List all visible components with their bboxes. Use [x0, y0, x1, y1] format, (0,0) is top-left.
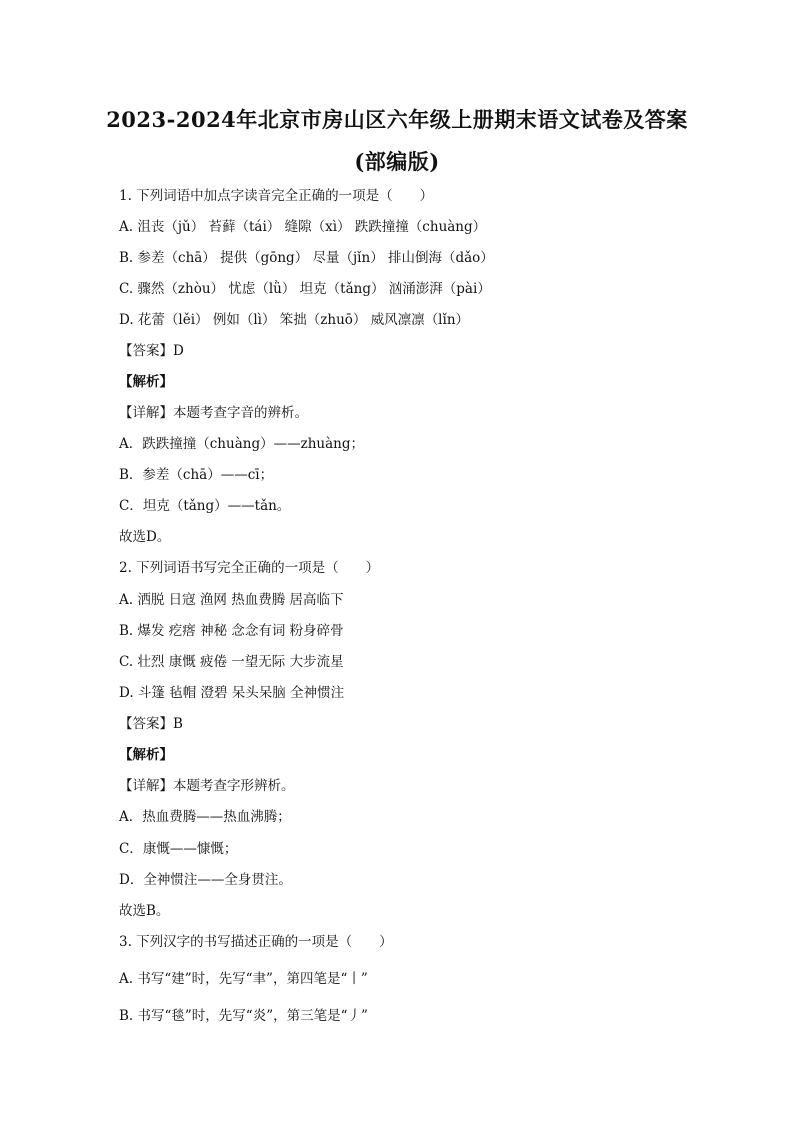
question-2-option-a: A. 洒脱 日寇 渔网 热血费腾 居高临下 [119, 592, 344, 608]
question-2-option-d: D. 斗篷 毡帽 澄碧 呆头呆脑 全神惯注 [119, 685, 345, 701]
question-1-option-d: D. 花蕾（lěi） 例如（lì） 笨拙（zhuō） 威风凛凛（lǐn） [119, 312, 470, 328]
question-1-conclusion: 故选D。 [119, 529, 171, 545]
question-2-stem: 2. 下列词语书写完全正确的一项是（ ） [119, 560, 380, 576]
question-1-option-c: C. 骤然（zhòu） 忧虑（lǜ） 坦克（tǎng） 汹涌澎湃（pài） [119, 281, 491, 297]
question-1-stem: 1. 下列词语中加点字读音完全正确的一项是（ ） [119, 188, 434, 204]
question-3-stem: 3. 下列汉字的书写描述正确的一项是（ ） [119, 934, 393, 950]
question-2-note-c: C．康慨——慷慨； [119, 841, 238, 857]
document-subtitle: (部编版) [354, 149, 440, 174]
question-1-note-c: C．坦克（tǎng）——tǎn。 [119, 498, 291, 514]
question-2-option-b: B. 爆发 疙瘩 神秘 念念有词 粉身碎骨 [119, 623, 344, 639]
question-1-note-a: A．跌跌撞撞（chuàng）——zhuàng； [119, 436, 364, 452]
question-2-note-d: D．全神惯注——全身贯注。 [119, 872, 292, 888]
question-1-option-b: B. 参差（chā） 提供（gōng） 尽量（jǐn） 排山倒海（dǎo） [119, 250, 494, 266]
question-1-option-a: A. 沮丧（jǔ） 苔藓（tái） 缝隙（xì） 跌跌撞撞（chuàng） [119, 219, 487, 235]
question-2-analysis-heading: 【解析】 [119, 747, 173, 763]
question-1-note-b: B．参差（chā）——cī； [119, 467, 274, 483]
question-1-answer: 【答案】D [119, 343, 184, 359]
question-2-answer: 【答案】B [119, 716, 183, 732]
question-2-conclusion: 故选B。 [119, 903, 170, 919]
document-title: 2023-2024年北京市房山区六年级上册期末语文试卷及答案 [106, 107, 688, 132]
question-2-note-a: A．热血费腾——热血沸腾； [119, 809, 291, 825]
question-1-analysis-heading: 【解析】 [119, 374, 173, 390]
question-2-option-c: C. 壮烈 康慨 疲倦 一望无际 大步流星 [119, 654, 344, 670]
question-2-detail: 【详解】本题考查字形辨析。 [119, 778, 295, 794]
question-1-detail: 【详解】本题考查字音的辨析。 [119, 405, 308, 421]
question-3-option-b: B. 书写“毯”时，先写“炎”，第三笔是“丿” [119, 1008, 368, 1024]
question-3-option-a: A. 书写“建”时，先写“聿”，第四笔是“丨” [119, 971, 368, 987]
